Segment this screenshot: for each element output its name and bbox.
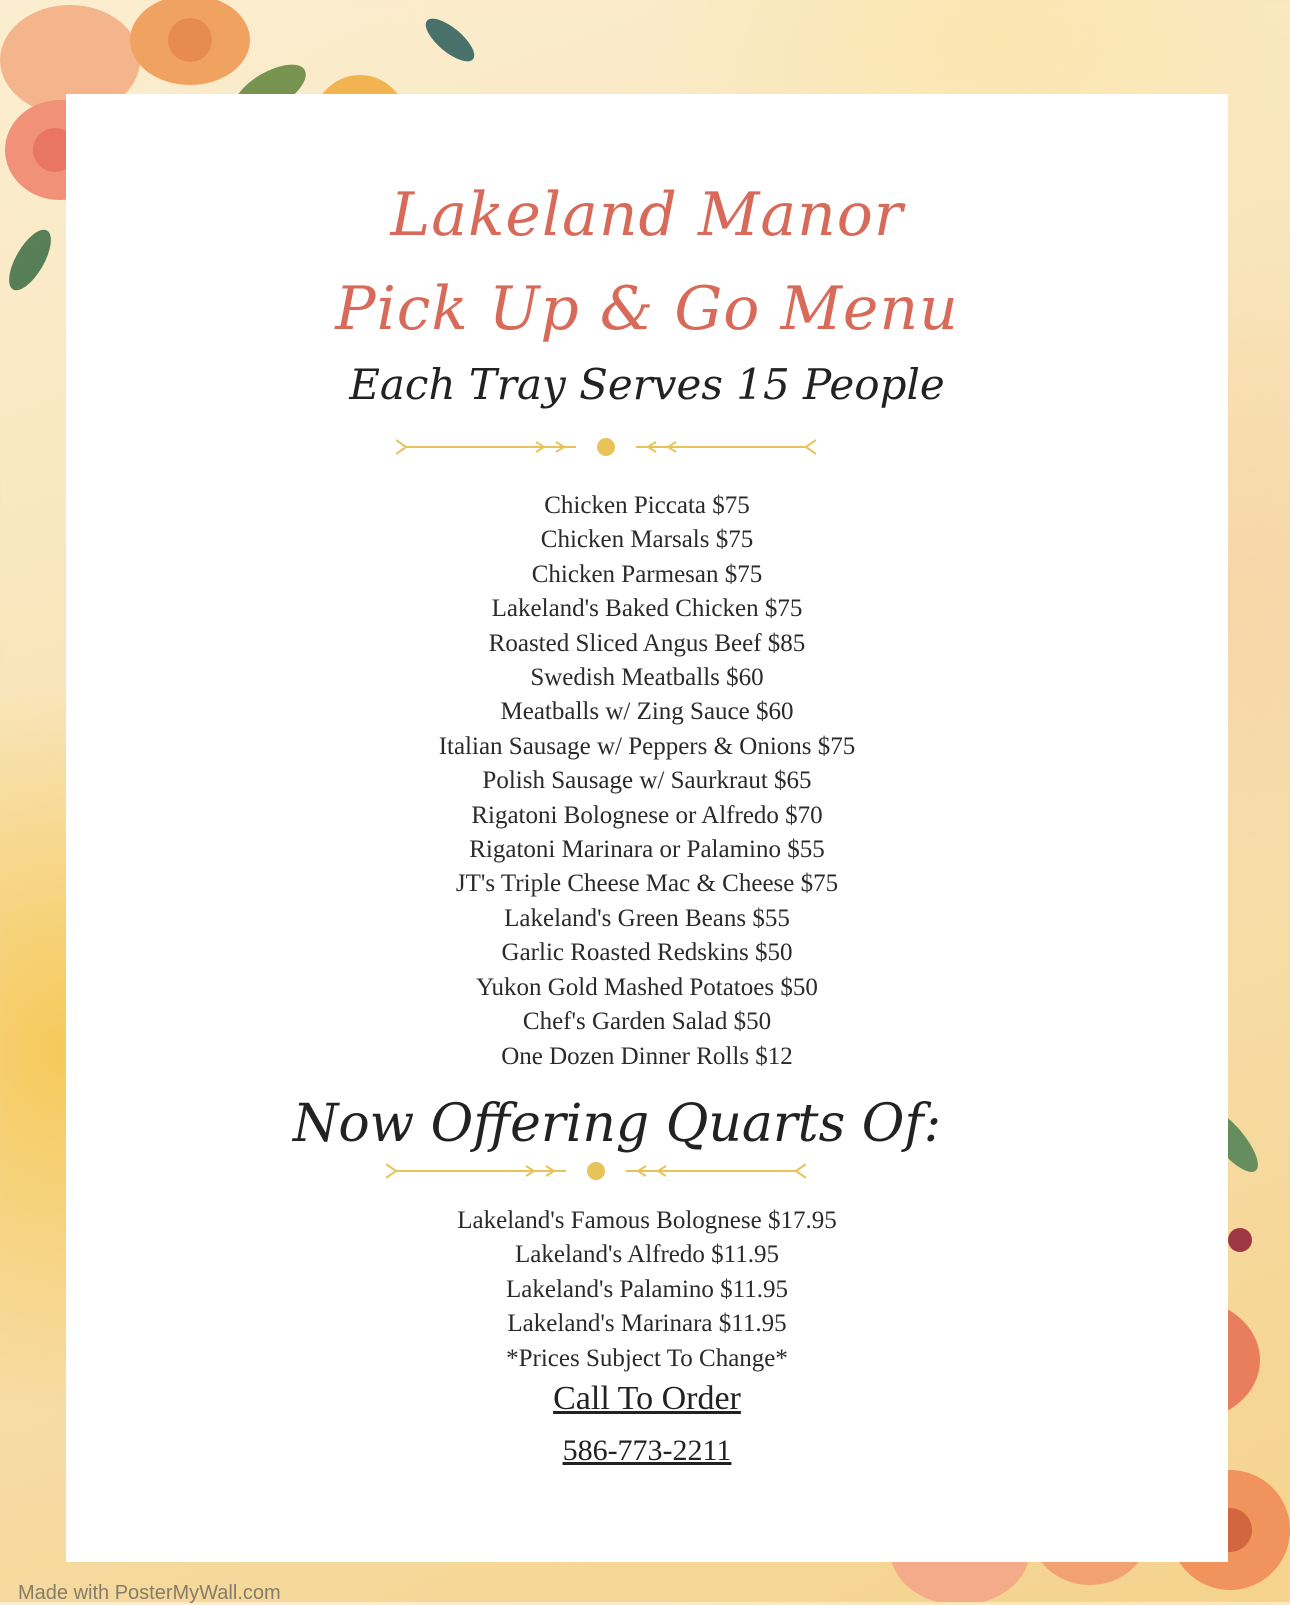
quarts-heading: Now Offering Quarts Of: [292, 1094, 942, 1154]
menu-item: JT's Triple Cheese Mac & Cheese $75 [455, 870, 839, 898]
tray-menu-list [66, 489, 1228, 1074]
menu-item: Swedish Meatballs $60 [530, 664, 764, 692]
ornamental-divider [396, 432, 816, 462]
price-disclaimer: *Prices Subject To Change* [506, 1344, 788, 1372]
menu-item: Rigatoni Marinara or Palamino $55 [469, 836, 825, 864]
quart-item: Lakeland's Marinara $11.95 [507, 1310, 787, 1338]
menu-card [66, 94, 1228, 1562]
phone-number-link[interactable]: 586-773-2211 [562, 1434, 732, 1467]
menu-item: Lakeland's Green Beans $55 [504, 904, 790, 932]
menu-item: Chicken Parmesan $75 [531, 560, 763, 588]
quart-item: Lakeland's Alfredo $11.95 [515, 1241, 779, 1269]
title-menu-name: Pick Up & Go Menu [335, 274, 959, 344]
menu-item: Polish Sausage w/ Saurkraut $65 [482, 767, 812, 795]
subtitle-serving-info: Each Tray Serves 15 People [349, 360, 945, 409]
menu-item: Meatballs w/ Zing Sauce $60 [500, 698, 794, 726]
menu-item: Lakeland's Baked Chicken $75 [491, 595, 803, 623]
menu-item: Roasted Sliced Angus Beef $85 [488, 629, 806, 657]
menu-item: Chicken Marsals $75 [540, 526, 754, 554]
menu-item: Garlic Roasted Redskins $50 [501, 939, 793, 967]
menu-item: Rigatoni Bolognese or Alfredo $70 [471, 801, 823, 829]
quarts-list [66, 1204, 1228, 1376]
menu-item: One Dozen Dinner Rolls $12 [501, 1042, 793, 1070]
menu-item: Chef's Garden Salad $50 [522, 1008, 772, 1036]
menu-item: Yukon Gold Mashed Potatoes $50 [476, 973, 818, 1001]
quart-item: Lakeland's Famous Bolognese $17.95 [457, 1207, 837, 1234]
quart-item: Lakeland's Palamino $11.95 [506, 1275, 788, 1303]
call-to-order-label: Call To Order [553, 1380, 741, 1417]
menu-item: Italian Sausage w/ Peppers & Onions $75 [438, 732, 856, 760]
ornamental-divider [386, 1156, 806, 1186]
watermark-text: Made with PosterMyWall.com [18, 1582, 281, 1604]
menu-item: Chicken Piccata $75 [544, 492, 750, 519]
title-restaurant-name: Lakeland Manor [390, 180, 904, 250]
